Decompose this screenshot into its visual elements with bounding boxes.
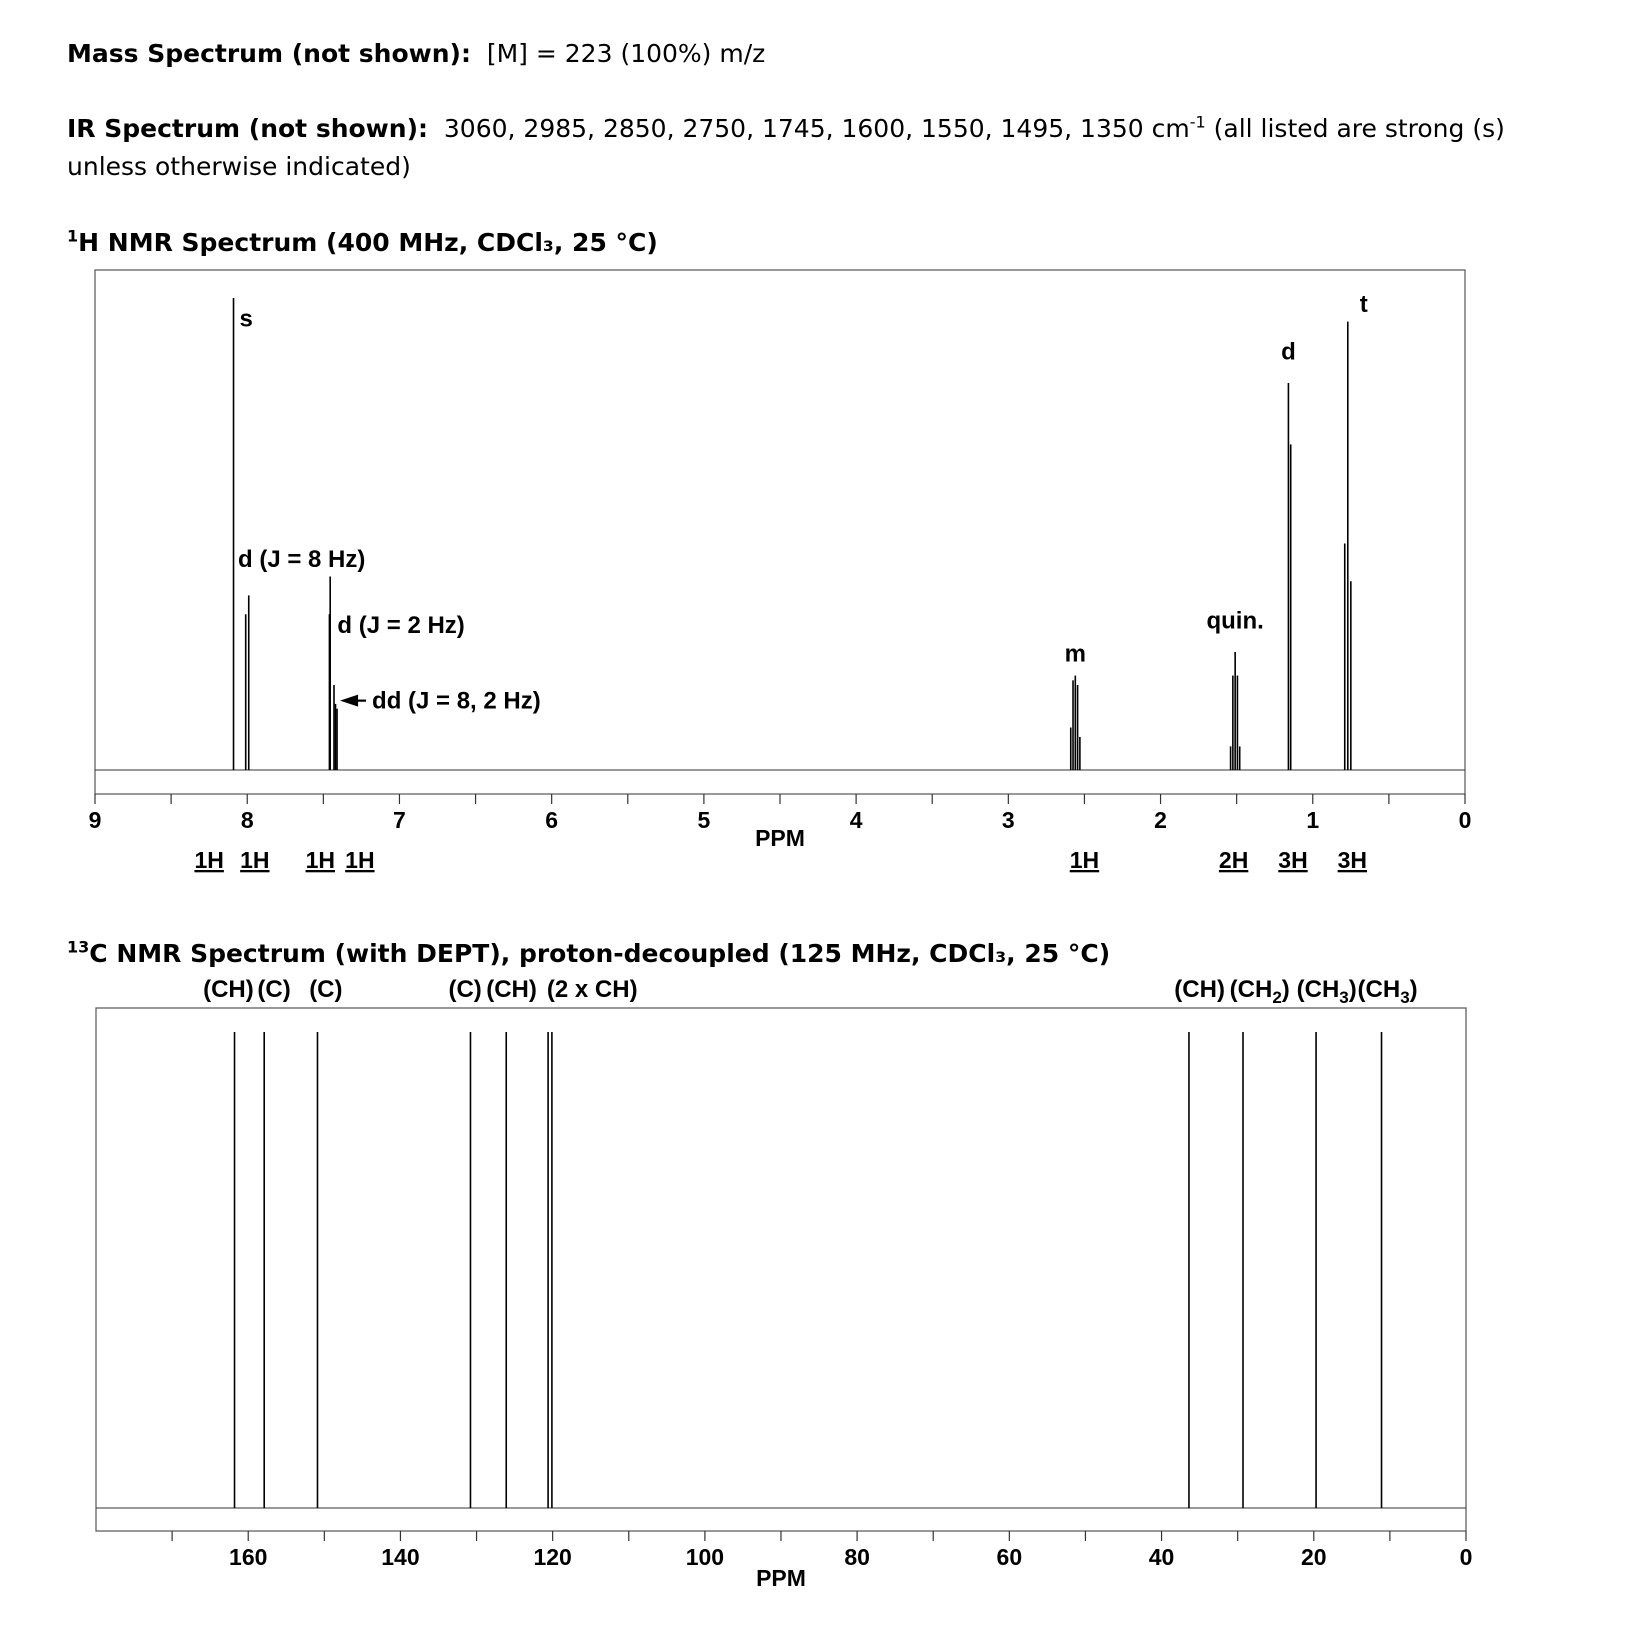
c-tick-label: 140 [381,1544,420,1570]
h-x-axis-label: PPM [755,825,805,851]
c-dept-label: (CH) [203,976,254,1003]
c-plot-frame [96,1008,1466,1531]
c-dept-label: $(CH_2)$ [1229,976,1290,1007]
h-integration-label: 1H [305,847,335,873]
c-tick-label: 100 [685,1544,725,1570]
h-tick-label: 5 [697,807,711,833]
h-multiplicity-label: t [1359,291,1368,319]
ir-unit-superscript: -1 [1189,112,1206,132]
h-tick-label: 0 [1458,807,1472,833]
c-nmr-title-sup: 13 [67,937,90,957]
h-plot-frame [95,270,1465,794]
h-tick-label: 4 [849,807,863,833]
h-tick-label: 2 [1154,807,1167,833]
mass-spectrum-value: [M] = 223 (100%) m/z [486,39,766,68]
mass-spectrum-heading: Mass Spectrum (not shown): [67,39,471,68]
h-tick-label: 1 [1306,807,1320,833]
h-tick-label: 9 [88,807,102,833]
h-multiplicity-label: m [1064,640,1086,668]
h-multiplicity-label: quin. [1206,607,1264,635]
h-multiplicity-label: s [239,305,253,333]
c-dept-label: (C) [309,976,343,1003]
h-tick-label: 6 [545,807,559,833]
c-nmr-chart [96,976,1472,1591]
h-multiplicity-label: d (J = 8 Hz) [238,546,366,574]
c-dept-label: (2 x CH) [546,976,638,1003]
h-multiplicity-label: dd (J = 8, 2 Hz) [372,687,541,715]
c-dept-label: (C) [448,976,482,1003]
c-tick-label: 0 [1459,1544,1473,1570]
c-dept-label: (CH) [486,976,537,1003]
c-dept-label: (CH) [1174,976,1225,1003]
c-nmr-title-text: C NMR Spectrum (with DEPT), proton-decoupled (125 MHz, CDCl₃, 25 °C) [89,939,1111,968]
h-nmr-title-sup: 1 [67,226,79,246]
h-integration-label: 1H [240,847,270,873]
h-integration-label: 1H [194,847,224,873]
h-integration-label: 3H [1278,847,1308,873]
c-tick-label: 60 [996,1544,1023,1570]
h-integration-label: 1H [345,847,375,873]
c-tick-label: 80 [844,1544,870,1570]
c-tick-label: 20 [1300,1544,1327,1570]
ir-spectrum-values: 3060, 2985, 2850, 2750, 1745, 1600, 1550, 1495, 1350 cm [443,114,1190,143]
c-x-axis-label: PPM [756,1565,806,1591]
h-integration-label: 3H [1337,847,1368,873]
c-tick-label: 40 [1148,1544,1175,1570]
c-dept-label: $(CH_3)$ [1357,976,1418,1007]
c-tick-label: 160 [229,1544,268,1570]
h-tick-label: 3 [1001,807,1015,833]
h-integration-label: 1H [1069,847,1100,873]
h-tick-label: 7 [393,807,406,833]
ir-spectrum-note: (all listed are strong (s) unless otherwise indicated) [67,114,1505,181]
h-integration-label: 2H [1218,847,1249,873]
h-multiplicity-label: d (J = 2 Hz) [337,612,465,640]
ir-spectrum-heading: IR Spectrum (not shown): [67,114,428,143]
h-nmr-chart [89,270,1472,873]
dd-arrow-head [340,695,358,707]
h-multiplicity-label: d [1281,338,1296,366]
h-tick-label: 8 [240,807,254,833]
c-dept-label: (C) [257,976,291,1003]
c-dept-label: $(CH_3)$ [1296,976,1357,1007]
c-tick-label: 120 [533,1544,572,1570]
h-nmr-title-text: H NMR Spectrum (400 MHz, CDCl₃, 25 °C) [78,228,658,257]
